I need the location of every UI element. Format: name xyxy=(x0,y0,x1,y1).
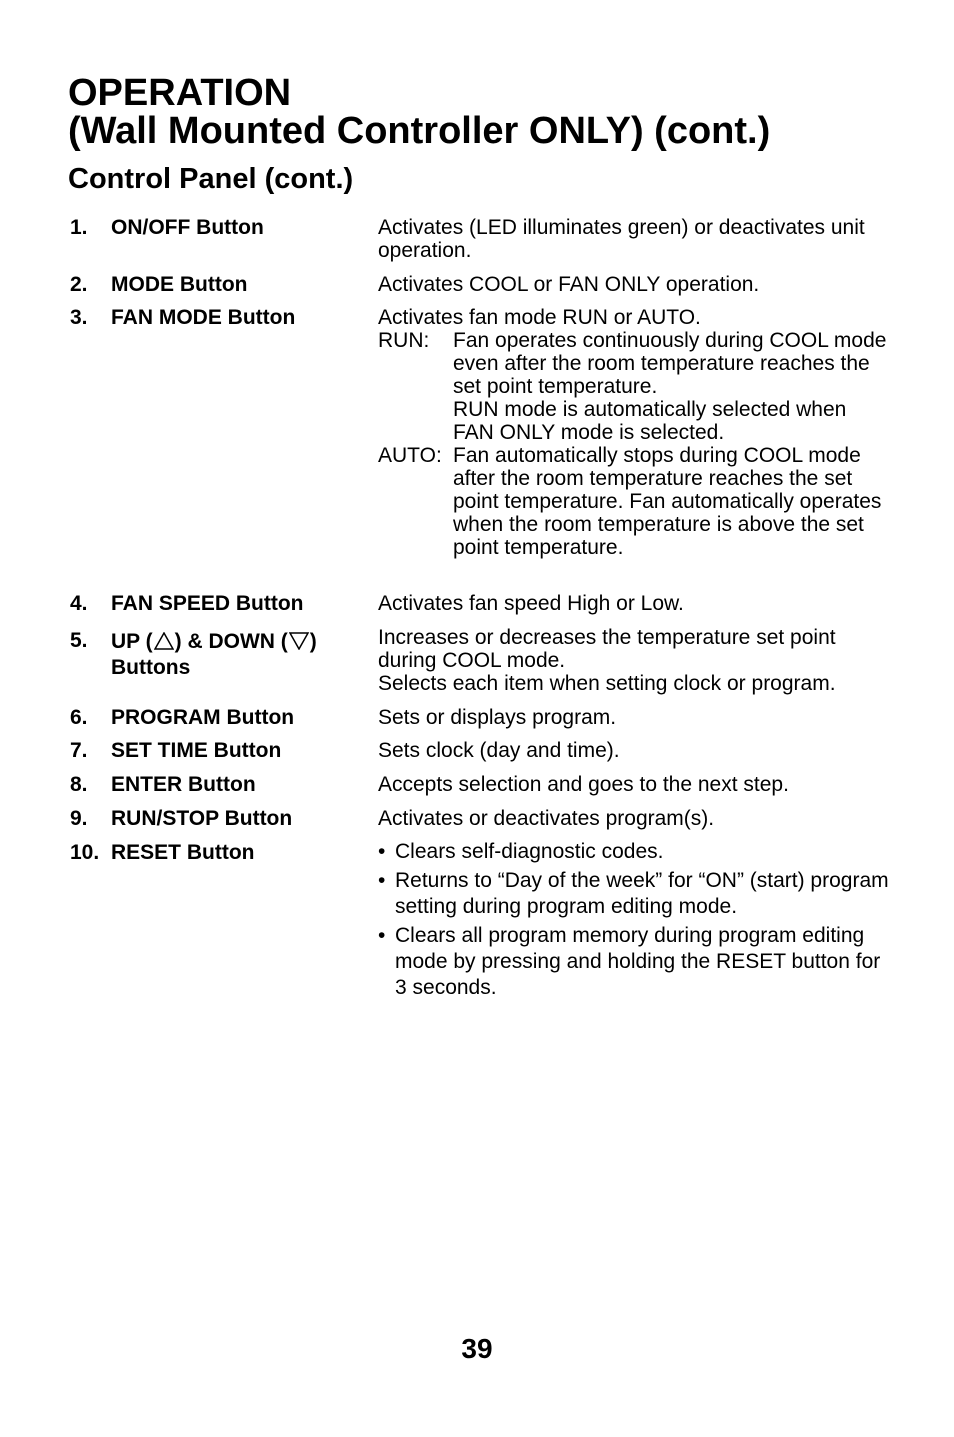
item-number: 8. xyxy=(70,773,88,796)
section-subtitle: Control Panel (cont.) xyxy=(68,163,354,195)
item-description: Increases or decreases the temperature set point during COOL mode. Selects each item when setting clock or program. xyxy=(378,626,836,695)
page-title xyxy=(68,74,770,150)
item-description: Activates COOL or FAN ONLY operation. xyxy=(378,273,760,296)
item-number: 4. xyxy=(70,592,88,615)
item-number: 9. xyxy=(70,807,88,830)
bullet-item: • Clears all program memory during program editing mode by pressing and holding the RESET button for 3 seconds. xyxy=(378,923,890,1001)
run-note: RUN mode is automatically selected when FAN ONLY mode is selected. xyxy=(453,398,847,444)
item-number: 10. xyxy=(70,841,100,864)
item-label: UP ( ) & DOWN ( ) Buttons xyxy=(111,630,317,679)
item-description: Accepts selection and goes to the next step. xyxy=(378,773,789,796)
item-number: 3. xyxy=(70,306,88,329)
item-number: 5. xyxy=(70,629,88,652)
item-number: 2. xyxy=(70,273,88,296)
down-triangle-icon xyxy=(289,632,309,650)
bullet-item: • Clears self-diagnostic codes. xyxy=(378,839,890,865)
item-description xyxy=(378,306,890,559)
fan-mode-intro: Activates fan mode RUN or AUTO. xyxy=(378,306,701,329)
item-description: Activates fan speed High or Low. xyxy=(378,592,684,615)
title-line-2: (Wall Mounted Controller ONLY) (cont.) xyxy=(68,110,771,152)
reset-bullet-list xyxy=(378,839,890,1001)
run-mode-detail xyxy=(378,329,890,444)
item-description: Activates or deactivates program(s). xyxy=(378,807,715,830)
item-label: RUN/STOP Button xyxy=(111,807,293,830)
item-description: Activates (LED illuminates green) or deactivates unit operation. xyxy=(378,216,865,262)
page-number: 39 xyxy=(461,1333,493,1364)
auto-tag: AUTO: xyxy=(378,444,442,467)
item-label: ENTER Button xyxy=(111,773,256,796)
item-label: MODE Button xyxy=(111,273,248,296)
auto-mode-detail xyxy=(378,444,890,559)
item-number: 1. xyxy=(70,216,88,239)
item-label: SET TIME Button xyxy=(111,739,282,762)
item-label: PROGRAM Button xyxy=(111,706,295,729)
run-tag: RUN: xyxy=(378,329,430,352)
item-label: FAN SPEED Button xyxy=(111,592,304,615)
up-triangle-icon xyxy=(154,632,174,650)
item-label: RESET Button xyxy=(111,841,255,864)
run-text: Fan operates continuously during COOL mode even after the room temperature reaches the set point temperature. xyxy=(453,329,887,398)
item-description: Sets or displays program. xyxy=(378,706,617,729)
auto-text: Fan automatically stops during COOL mode after the room temperature reaches the set point temperature. Fan automatically operates when the room temperature is above the set point temperature. xyxy=(453,444,882,559)
item-label: FAN MODE Button xyxy=(111,306,296,329)
item-description xyxy=(378,839,890,1004)
item-number: 6. xyxy=(70,706,88,729)
item-number: 7. xyxy=(70,739,88,762)
title-line-1: OPERATION xyxy=(68,72,292,114)
bullet-item: • Returns to “Day of the week” for “ON” (start) program setting during program editing mode. xyxy=(378,868,890,920)
item-description: Sets clock (day and time). xyxy=(378,739,620,762)
item-label: ON/OFF Button xyxy=(111,216,264,239)
